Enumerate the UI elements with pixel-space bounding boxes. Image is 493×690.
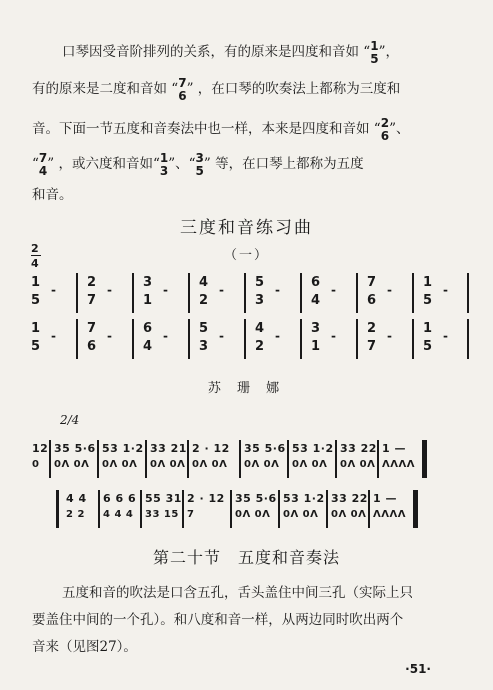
song-upper-notes: 35 5·6: [235, 492, 277, 505]
intro-line-3: 音。下面一节五度和音奏法中也一样，本来是四度和音如 “ 2 6 ”、: [32, 116, 410, 143]
section-heading: 第二十节 五度和音奏法: [152, 548, 340, 567]
fraction-1-3: 1 3: [159, 151, 169, 178]
final-barline: [467, 273, 469, 313]
barline: [412, 319, 414, 359]
chord-lower-note: 5: [423, 293, 433, 308]
song-lower-notes: 0Λ 0Λ: [150, 459, 186, 470]
barline: [97, 440, 99, 478]
song-lower-notes: ΛΛΛΛ: [373, 509, 406, 520]
chord-lower-note: 2: [199, 293, 209, 308]
song-lower-notes: 0Λ 0Λ: [283, 509, 319, 520]
song-upper-notes: 2 · 12: [187, 492, 225, 505]
page-number: ·51·: [405, 662, 431, 676]
barline: [132, 319, 134, 359]
barline: [230, 490, 232, 528]
barline: [145, 440, 147, 478]
sustain-dash: -: [107, 329, 112, 343]
barline: [239, 440, 241, 478]
fraction-1-5: 1 5: [370, 39, 379, 66]
song-upper-notes: 53 1·2: [283, 492, 325, 505]
song-lower-notes: 0Λ 0Λ: [331, 509, 367, 520]
chord-upper-note: 6: [311, 275, 321, 290]
chord-upper-note: 2: [87, 275, 97, 290]
fraction-3-5: 3 5: [195, 151, 204, 178]
barline: [278, 490, 280, 528]
chord-lower-note: 5: [31, 293, 41, 308]
chord-upper-note: 2: [367, 321, 377, 336]
sustain-dash: -: [387, 283, 392, 297]
fraction-7-4: 7 4: [38, 151, 48, 178]
chord-upper-note: 7: [367, 275, 377, 290]
intro-line-1: 口琴因受音阶排列的关系，有的原来是四度和音如 “ 1 5 ”，: [62, 39, 399, 66]
chord-lower-note: 4: [311, 293, 321, 308]
song-lower-notes: 0: [32, 459, 40, 470]
sustain-dash: -: [275, 283, 280, 297]
sustain-dash: -: [443, 329, 448, 343]
sustain-dash: -: [443, 283, 448, 297]
barline: [300, 273, 302, 313]
song-lower-notes: 0Λ 0Λ: [54, 459, 90, 470]
chord-lower-note: 4: [143, 339, 153, 354]
song-lower-notes: 0Λ 0Λ: [292, 459, 328, 470]
chord-lower-note: 5: [423, 339, 433, 354]
section-para-2: 要盖住中间的一个孔）。和八度和音一样，从两边同时吹出两个: [32, 612, 404, 628]
song-lower-notes: 0Λ 0Λ: [340, 459, 376, 470]
chord-lower-note: 6: [87, 339, 97, 354]
barline: [98, 490, 100, 528]
intro-line-5: 和音。: [32, 187, 73, 203]
chord-lower-note: 2: [255, 339, 265, 354]
sustain-dash: -: [163, 283, 168, 297]
song-lower-notes: 0Λ 0Λ: [244, 459, 280, 470]
intro-text-1: 口琴因受音阶排列的关系，有的原来是四度和音如: [62, 44, 359, 61]
fraction-7-6: 7 6: [178, 76, 187, 103]
song-upper-notes: 53 1·2: [102, 442, 144, 455]
section-para-3: 音来（见图27）。: [32, 639, 137, 655]
chord-lower-note: 7: [367, 339, 377, 354]
barline: [335, 440, 337, 478]
barline: [368, 490, 370, 528]
barline: [188, 319, 190, 359]
song-upper-notes: 33 22: [331, 492, 368, 505]
exercise-title: 三度和音练习曲: [180, 218, 313, 238]
chord-lower-note: 3: [255, 293, 265, 308]
song-lower-notes: 7: [187, 509, 195, 520]
chord-upper-note: 1: [423, 275, 433, 290]
sustain-dash: -: [219, 329, 224, 343]
chord-lower-note: 3: [199, 339, 209, 354]
song-upper-notes: 35 5·6: [54, 442, 96, 455]
sustain-dash: -: [51, 283, 56, 297]
chord-lower-note: 5: [31, 339, 41, 354]
chord-lower-note: 1: [143, 293, 153, 308]
sustain-dash: -: [387, 329, 392, 343]
barline: [76, 273, 78, 313]
chord-lower-note: 7: [87, 293, 97, 308]
section-para-1: 五度和音的吹法是口含五孔，舌头盖住中间三孔（实际上只: [62, 585, 413, 601]
chord-upper-note: 4: [255, 321, 265, 336]
sustain-dash: -: [51, 329, 56, 343]
sustain-dash: -: [219, 283, 224, 297]
song-upper-notes: 1 —: [373, 492, 397, 505]
barline: [132, 273, 134, 313]
song-upper-notes: 35 5·6: [244, 442, 286, 455]
chord-upper-note: 1: [31, 275, 41, 290]
chord-lower-note: 6: [367, 293, 377, 308]
barline: [412, 273, 414, 313]
chord-upper-note: 6: [143, 321, 153, 336]
sustain-dash: -: [331, 283, 336, 297]
end-barline: [415, 490, 418, 528]
song-upper-notes: 2 · 12: [192, 442, 230, 455]
song-lower-notes: 0Λ 0Λ: [192, 459, 228, 470]
time-sig-top: 2: [31, 242, 39, 255]
barline: [49, 440, 51, 478]
fraction-2-6: 2 6: [380, 116, 390, 143]
sustain-dash: -: [163, 329, 168, 343]
barline: [377, 440, 379, 478]
song-lower-notes: 2 2: [66, 509, 85, 520]
final-barline: [467, 319, 469, 359]
barline: [140, 490, 142, 528]
chord-upper-note: 1: [31, 321, 41, 336]
intro-line-2: 有的原来是二度和音如 “ 7 6 ” ，在口琴的吹奏法上都称为三度和: [32, 76, 401, 103]
end-barline: [424, 440, 427, 478]
song-time-signature: 2/4: [60, 413, 80, 427]
time-sig-line: [31, 255, 41, 256]
sustain-dash: -: [275, 329, 280, 343]
barline: [76, 319, 78, 359]
song-upper-notes: 55 31: [145, 492, 182, 505]
song-upper-notes: 53 1·2: [292, 442, 334, 455]
chord-upper-note: 1: [423, 321, 433, 336]
song-lower-notes: ΛΛΛΛ: [382, 459, 415, 470]
chord-upper-note: 3: [311, 321, 321, 336]
barline: [326, 490, 328, 528]
chord-upper-note: 7: [87, 321, 97, 336]
chord-upper-note: 3: [143, 275, 153, 290]
song-lower-notes: 0Λ 0Λ: [235, 509, 271, 520]
barline: [356, 273, 358, 313]
barline: [300, 319, 302, 359]
chord-upper-note: 5: [255, 275, 265, 290]
repeat-start-barline: [56, 490, 59, 528]
chord-upper-note: 5: [199, 321, 209, 336]
barline: [287, 440, 289, 478]
song-upper-notes: 6 6 6: [103, 492, 137, 505]
barline: [187, 440, 189, 478]
sustain-dash: -: [107, 283, 112, 297]
barline: [188, 273, 190, 313]
song-lower-notes: 0Λ 0Λ: [102, 459, 138, 470]
barline: [244, 319, 246, 359]
chord-lower-note: 1: [311, 339, 321, 354]
sustain-dash: -: [331, 329, 336, 343]
intro-line-4: “ 7 4 ” ，或六度和音如“ 1 3 ”、“ 3 5 ” 等，在口琴上都称为五度: [32, 151, 364, 178]
chord-upper-note: 4: [199, 275, 209, 290]
song-title: 苏 珊 娜: [207, 381, 286, 396]
song-upper-notes: 12: [32, 442, 49, 455]
barline: [356, 319, 358, 359]
barline: [182, 490, 184, 528]
song-upper-notes: 33 22: [340, 442, 377, 455]
song-lower-notes: 4 4 4: [103, 509, 134, 520]
song-lower-notes: 33 15: [145, 509, 179, 520]
song-upper-notes: 1 —: [382, 442, 406, 455]
exercise-part: （一）: [223, 248, 269, 263]
barline: [244, 273, 246, 313]
song-upper-notes: 4 4: [66, 492, 87, 505]
time-sig-bottom: 4: [31, 257, 39, 270]
song-upper-notes: 33 21: [150, 442, 187, 455]
